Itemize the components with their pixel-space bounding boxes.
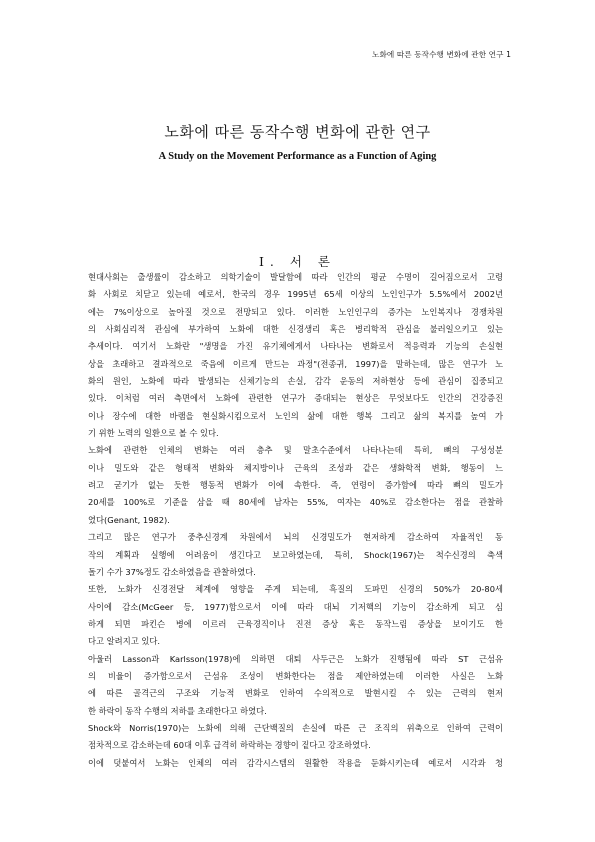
body-line: 추세이다. 여기서 노화란 "생명을 가진 유기체에게서 나타나는 변화로서 적응력과 기능의 손실현 xyxy=(88,341,503,352)
body-line: 사이에 감소(McGeer 등, 1977)함으로서 이에 따라 대뇌 기저핵의 기능이 감소하게 되고 심 xyxy=(88,601,503,612)
body-line: 화 사회로 치닫고 있는데 예로서, 한국의 경우 1995년 65세 이상의 노인인구가 5.5%에서 2002년 xyxy=(88,289,503,300)
body-line: 현대사회는 출생률이 감소하고 의학기술이 발달함에 따라 인간의 평균 수명이 길어짐으로서 고령 xyxy=(88,272,503,282)
body-line: 작의 계획과 실행에 어려움이 생긴다고 보고하였는데, 특히, Shock(1967)는 척수신경의 축색 xyxy=(88,549,503,560)
body-line: 의 비율이 증가함으로서 근섬유 조성이 변화한다는 점을 제안하였는데 이러한 사실은 노화 xyxy=(88,670,503,681)
body-line: 상을 초래하고 결과적으로 죽음에 이르게 만드는 과정"(전종귀, 1997)을 말하는데, 많은 연구가 노 xyxy=(88,358,503,369)
body-line: 이나 장수에 대한 바램을 현실화시킴으로서 노인의 삶에 대한 행복 그리고 삶의 복지를 높여 가 xyxy=(88,410,503,421)
body-line: 20세를 100%로 기준을 삼을 때 80세에 남자는 55%, 여자는 40%로 감소한다는 점을 관찰하 xyxy=(88,497,503,508)
body-line: 이나 밀도와 같은 형태적 변화와 체지방이나 근육의 조성과 같은 생화학적 변화, 행동이 느 xyxy=(88,462,503,473)
body-line: 또한, 노화가 신경전달 체계에 영향을 주게 되는데, 흑질의 도파민 신경의 50%가 20-80세 xyxy=(88,584,503,595)
body-line: 있다. 이처럼 여러 측면에서 노화에 관련한 연구가 증대되는 현상은 무엇보다도 인간의 건강증진 xyxy=(88,393,503,404)
body-line: 돌기 수가 37%정도 감소하였음을 관찰하였다. xyxy=(88,566,256,577)
body-line: 다고 알려지고 있다. xyxy=(88,636,161,647)
body-line: 아울러 Lasson과 Karlsson(1978)에 의하면 대퇴 사두근은 노화가 진행됨에 따라 ST 근섬유 xyxy=(88,653,503,664)
body-line: 이에 덧붙여서 노화는 인체의 여러 감각시스템의 원활한 작용을 둔화시키는데 예로서 시각과 청 xyxy=(88,757,503,768)
running-header: 노화에 따른 동작수행 변화에 관한 연구 1 xyxy=(372,50,511,59)
body-line: 의 사회심리적 관심에 부가하여 노화에 대한 신경생리 혹은 병리학적 관심을 불러일으키고 있는 xyxy=(88,324,503,335)
body-line: 기 위한 노력의 일환으로 볼 수 있다. xyxy=(88,428,219,439)
body-line: 점차적으로 감소하는데 60대 이후 급격히 하락하는 경향이 짙다고 강조하였다. xyxy=(88,740,371,751)
section-heading: Ⅰ. 서 론 xyxy=(258,254,336,269)
body-line: 에 따른 골격근의 구조와 기능적 변화로 인하여 수의적으로 발현시킬 수 있는 근력의 현저 xyxy=(88,688,503,699)
body-line: 에는 7%이상으로 높아질 것으로 전망되고 있다. 이러한 노인인구의 증가는 노인복지나 경쟁차원 xyxy=(88,306,503,317)
body-line: 였다(Genant, 1982). xyxy=(88,514,170,525)
body-line: Shock와 Norris(1970)는 노화에 의해 근단백질의 손실에 따른 근 조직의 위축으로 인하여 근력이 xyxy=(88,722,503,733)
body-line: 하게 되면 파킨슨 병에 이르러 근육경직이나 진전 증상 혹은 동작느림 증상을 보이기도 한 xyxy=(88,618,503,629)
paper-title-korean: 노화에 따른 동작수행 변화에 관한 연구 xyxy=(164,123,431,141)
body-line: 노화에 관련한 인체의 변화는 여러 층추 및 말초수준에서 나타나는데 특히, 뼈의 구성성분 xyxy=(88,445,503,456)
body-line: 한 하락이 동작 수행의 저하를 초래한다고 하였다. xyxy=(88,705,267,716)
body-line: 그리고 많은 연구가 중추신경계 차원에서 뇌의 신경밀도가 현저하게 감소하여 자율적인 동 xyxy=(88,532,503,543)
body-line: 화의 원인, 노화에 따라 발생되는 신체기능의 손실, 감각 운동의 저하현상 등에 관심이 집중되고 xyxy=(88,376,503,387)
body-line: 려고 굳기가 없는 듯한 행동적 변화가 이에 속한다. 즉, 연령이 증가함에 따라 뼈의 밀도가 xyxy=(88,480,503,491)
paper-title-english: A Study on the Movement Performance as a Function of Aging xyxy=(158,151,437,162)
body-text xyxy=(88,269,503,772)
